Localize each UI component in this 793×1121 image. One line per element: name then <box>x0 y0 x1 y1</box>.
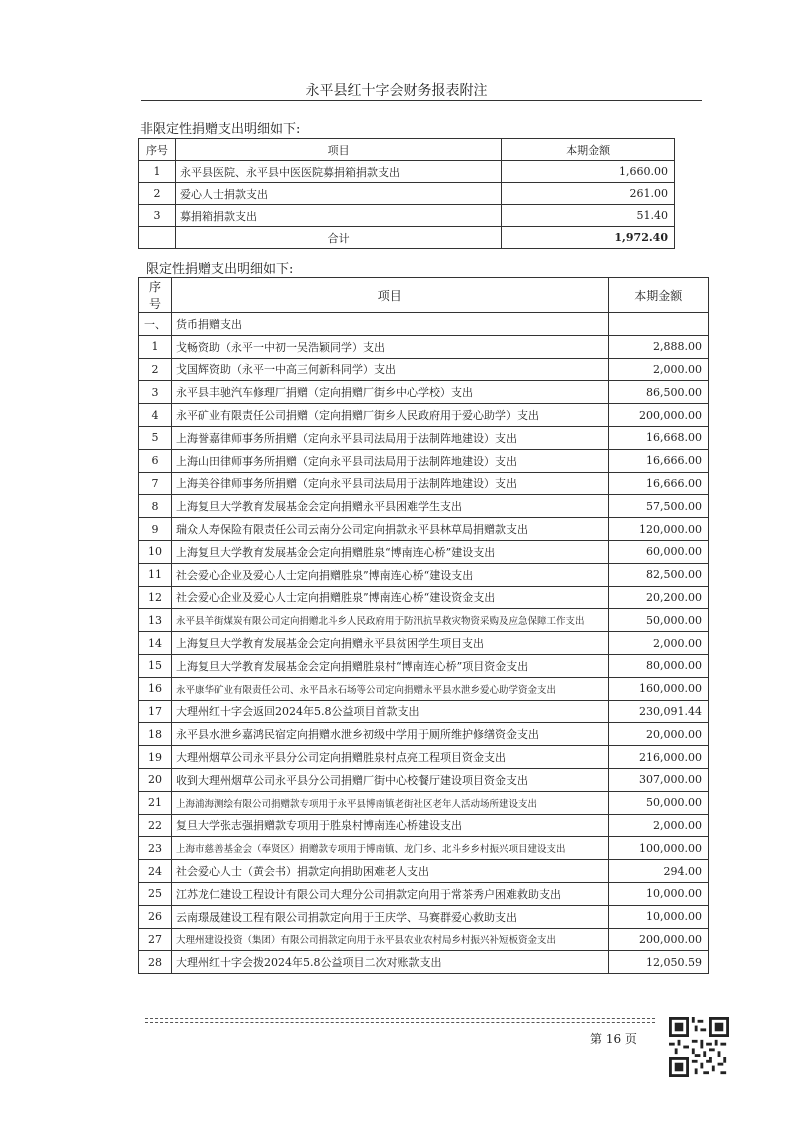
group-item: 货币捐赠支出 <box>171 313 608 336</box>
row-amount: 261.00 <box>502 183 675 205</box>
restricted-title: 限定性捐赠支出明细如下: <box>146 262 294 277</box>
row-no: 15 <box>139 654 172 677</box>
table-header-row <box>139 139 675 161</box>
table-row <box>139 381 709 404</box>
row-no: 12 <box>139 586 172 609</box>
row-amount: 216,000.00 <box>608 746 708 769</box>
row-item: 上海市慈善基金会（奉贤区）捐赠款专项用于博南镇、龙门乡、北斗乡乡村振兴项目建设支出 <box>171 837 608 860</box>
table-row <box>139 632 709 655</box>
row-item: 永平矿业有限责任公司捐赠（定向捐赠厂街乡人民政府用于爱心助学）支出 <box>171 404 608 427</box>
page-number: 第 16 页 <box>590 1032 637 1046</box>
table-row <box>139 746 709 769</box>
row-amount: 200,000.00 <box>608 928 708 951</box>
group-no: 一、 <box>139 313 172 336</box>
row-no: 3 <box>139 205 176 227</box>
table-row <box>139 472 709 495</box>
row-item: 募捐箱捐款支出 <box>175 205 501 227</box>
table-row <box>139 161 675 183</box>
table-row <box>139 654 709 677</box>
restricted-table <box>138 277 709 974</box>
header-divider <box>141 100 702 101</box>
table-row <box>139 518 709 541</box>
row-amount: 2,000.00 <box>608 814 708 837</box>
row-amount: 20,200.00 <box>608 586 708 609</box>
col-header-amount: 本期金额 <box>502 139 675 161</box>
table-row <box>139 205 675 227</box>
row-no: 25 <box>139 882 172 905</box>
row-amount: 230,091.44 <box>608 700 708 723</box>
row-item: 收到大理州烟草公司永平县分公司捐赠厂街中心校餐厅建设项目资金支出 <box>171 768 608 791</box>
row-amount: 1,660.00 <box>502 161 675 183</box>
row-amount: 82,500.00 <box>608 563 708 586</box>
row-no: 4 <box>139 404 172 427</box>
row-item: 上海誉嘉律师事务所捐赠（定向永平县司法局用于法制阵地建设）支出 <box>171 426 608 449</box>
table-row <box>139 860 709 883</box>
row-amount: 2,888.00 <box>608 335 708 358</box>
total-label: 合计 <box>175 227 501 249</box>
row-no: 24 <box>139 860 172 883</box>
row-amount: 2,000.00 <box>608 358 708 381</box>
row-no: 20 <box>139 768 172 791</box>
table-row <box>139 404 709 427</box>
row-item: 大理州建设投资（集团）有限公司捐款定向用于永平县农业农村局乡村振兴补短板资金支出 <box>171 928 608 951</box>
row-amount: 80,000.00 <box>608 654 708 677</box>
total-amount: 1,972.40 <box>502 227 675 249</box>
table-row <box>139 723 709 746</box>
table-row <box>139 928 709 951</box>
row-amount: 16,668.00 <box>608 426 708 449</box>
row-item: 上海浦海测绘有限公司捐赠款专项用于永平县博南镇老街社区老年人活动场所建设支出 <box>171 791 608 814</box>
row-no: 5 <box>139 426 172 449</box>
table-row <box>139 905 709 928</box>
table-header-row <box>139 278 709 313</box>
col-header-no: 序号 <box>139 278 172 313</box>
row-amount: 50,000.00 <box>608 609 708 632</box>
table-row <box>139 700 709 723</box>
row-no: 18 <box>139 723 172 746</box>
row-no: 28 <box>139 951 172 974</box>
row-item: 永平县羊街煤炭有限公司定向捐赠北斗乡人民政府用于防汛抗旱救灾物资采购及应急保障工作支出 <box>171 609 608 632</box>
row-no: 1 <box>139 335 172 358</box>
row-no: 16 <box>139 677 172 700</box>
row-no: 22 <box>139 814 172 837</box>
row-item: 云南璟晟建设工程有限公司捐款定向用于王庆学、马赛群爱心救助支出 <box>171 905 608 928</box>
row-no: 14 <box>139 632 172 655</box>
col-header-item: 项目 <box>175 139 501 161</box>
table-row <box>139 609 709 632</box>
row-item: 上海复旦大学教育发展基金会定向捐赠胜泉“博南连心桥”建设支出 <box>171 540 608 563</box>
table-row <box>139 495 709 518</box>
row-no: 26 <box>139 905 172 928</box>
table-row <box>139 335 709 358</box>
row-no: 13 <box>139 609 172 632</box>
row-item: 上海复旦大学教育发展基金会定向捐赠永平县贫困学生项目支出 <box>171 632 608 655</box>
row-amount: 12,050.59 <box>608 951 708 974</box>
row-amount: 200,000.00 <box>608 404 708 427</box>
group-row <box>139 313 709 336</box>
row-amount: 86,500.00 <box>608 381 708 404</box>
footer-divider <box>145 1022 655 1023</box>
row-amount: 10,000.00 <box>608 905 708 928</box>
col-header-no: 序号 <box>139 139 176 161</box>
row-no: 19 <box>139 746 172 769</box>
row-item: 永平县医院、永平县中医医院募捐箱捐款支出 <box>175 161 501 183</box>
total-row <box>139 227 675 249</box>
row-no: 21 <box>139 791 172 814</box>
row-no: 23 <box>139 837 172 860</box>
table-row <box>139 426 709 449</box>
row-no: 6 <box>139 449 172 472</box>
table-row <box>139 540 709 563</box>
table-row <box>139 951 709 974</box>
table-row <box>139 358 709 381</box>
row-item: 大理州红十字会返回2024年5.8公益项目首款支出 <box>171 700 608 723</box>
row-amount: 60,000.00 <box>608 540 708 563</box>
row-item: 社会爱心企业及爱心人士定向捐赠胜泉”博南连心桥“建设资金支出 <box>171 586 608 609</box>
row-item: 大理州烟草公司永平县分公司定向捐赠胜泉村点亮工程项目资金支出 <box>171 746 608 769</box>
group-amount <box>608 313 708 336</box>
row-amount: 10,000.00 <box>608 882 708 905</box>
row-no: 1 <box>139 161 176 183</box>
qr-code-icon <box>669 1017 729 1077</box>
row-item: 上海复旦大学教育发展基金会定向捐赠胜泉村“博南连心桥”项目资金支出 <box>171 654 608 677</box>
row-item: 社会爱心企业及爱心人士定向捐赠胜泉”博南连心桥“建设支出 <box>171 563 608 586</box>
row-no: 7 <box>139 472 172 495</box>
row-item: 江苏龙仁建设工程设计有限公司大理分公司捐款定向用于常茶秀户困难救助支出 <box>171 882 608 905</box>
non-restricted-table <box>138 138 675 249</box>
col-header-item: 项目 <box>171 278 608 313</box>
row-item: 社会爱心人士（黄会书）捐款定向捐助困难老人支出 <box>171 860 608 883</box>
row-no: 2 <box>139 183 176 205</box>
row-no: 2 <box>139 358 172 381</box>
row-amount: 2,000.00 <box>608 632 708 655</box>
row-item: 上海复旦大学教育发展基金会定向捐赠永平县困难学生支出 <box>171 495 608 518</box>
row-amount: 160,000.00 <box>608 677 708 700</box>
col-header-amount: 本期金额 <box>608 278 708 313</box>
row-item: 爱心人士捐款支出 <box>175 183 501 205</box>
footer-divider <box>145 1018 655 1019</box>
row-item: 上海美谷律师事务所捐赠（定向永平县司法局用于法制阵地建设）支出 <box>171 472 608 495</box>
row-amount: 50,000.00 <box>608 791 708 814</box>
row-no: 11 <box>139 563 172 586</box>
row-amount: 120,000.00 <box>608 518 708 541</box>
row-item: 戈国辉资助（永平一中高三何新科同学）支出 <box>171 358 608 381</box>
row-item: 永平县丰驰汽车修理厂捐赠（定向捐赠厂街乡中心学校）支出 <box>171 381 608 404</box>
row-amount: 51.40 <box>502 205 675 227</box>
table-row <box>139 677 709 700</box>
row-amount: 307,000.00 <box>608 768 708 791</box>
row-item: 永平县水泄乡嘉鸿民宿定向捐赠水泄乡初级中学用于厕所维护修缮资金支出 <box>171 723 608 746</box>
row-item: 永平康华矿业有限责任公司、永平昌永石场等公司定向捐赠永平县水泄乡爱心助学资金支出 <box>171 677 608 700</box>
row-item: 瑞众人寿保险有限责任公司云南分公司定向捐款永平县林草局捐赠款支出 <box>171 518 608 541</box>
row-amount: 294.00 <box>608 860 708 883</box>
row-no: 3 <box>139 381 172 404</box>
row-amount: 100,000.00 <box>608 837 708 860</box>
row-item: 复旦大学张志强捐赠款专项用于胜泉村博南连心桥建设支出 <box>171 814 608 837</box>
row-item: 戈畅资助（永平一中初一吴浩颖同学）支出 <box>171 335 608 358</box>
row-amount: 20,000.00 <box>608 723 708 746</box>
table-row <box>139 837 709 860</box>
table-row <box>139 449 709 472</box>
row-no: 8 <box>139 495 172 518</box>
table-row <box>139 814 709 837</box>
row-amount: 57,500.00 <box>608 495 708 518</box>
row-no: 17 <box>139 700 172 723</box>
non-restricted-title: 非限定性捐赠支出明细如下: <box>140 122 301 137</box>
table-row <box>139 768 709 791</box>
table-row <box>139 183 675 205</box>
table-row <box>139 586 709 609</box>
row-item: 上海山田律师事务所捐赠（定向永平县司法局用于法制阵地建设）支出 <box>171 449 608 472</box>
row-item: 大理州红十字会拨2024年5.8公益项目二次对账款支出 <box>171 951 608 974</box>
row-no: 27 <box>139 928 172 951</box>
page-header-title: 永平县红十字会财务报表附注 <box>305 83 488 99</box>
table-row <box>139 563 709 586</box>
row-amount: 16,666.00 <box>608 472 708 495</box>
row-no: 9 <box>139 518 172 541</box>
row-no: 10 <box>139 540 172 563</box>
table-row <box>139 882 709 905</box>
row-amount: 16,666.00 <box>608 449 708 472</box>
table-row <box>139 791 709 814</box>
